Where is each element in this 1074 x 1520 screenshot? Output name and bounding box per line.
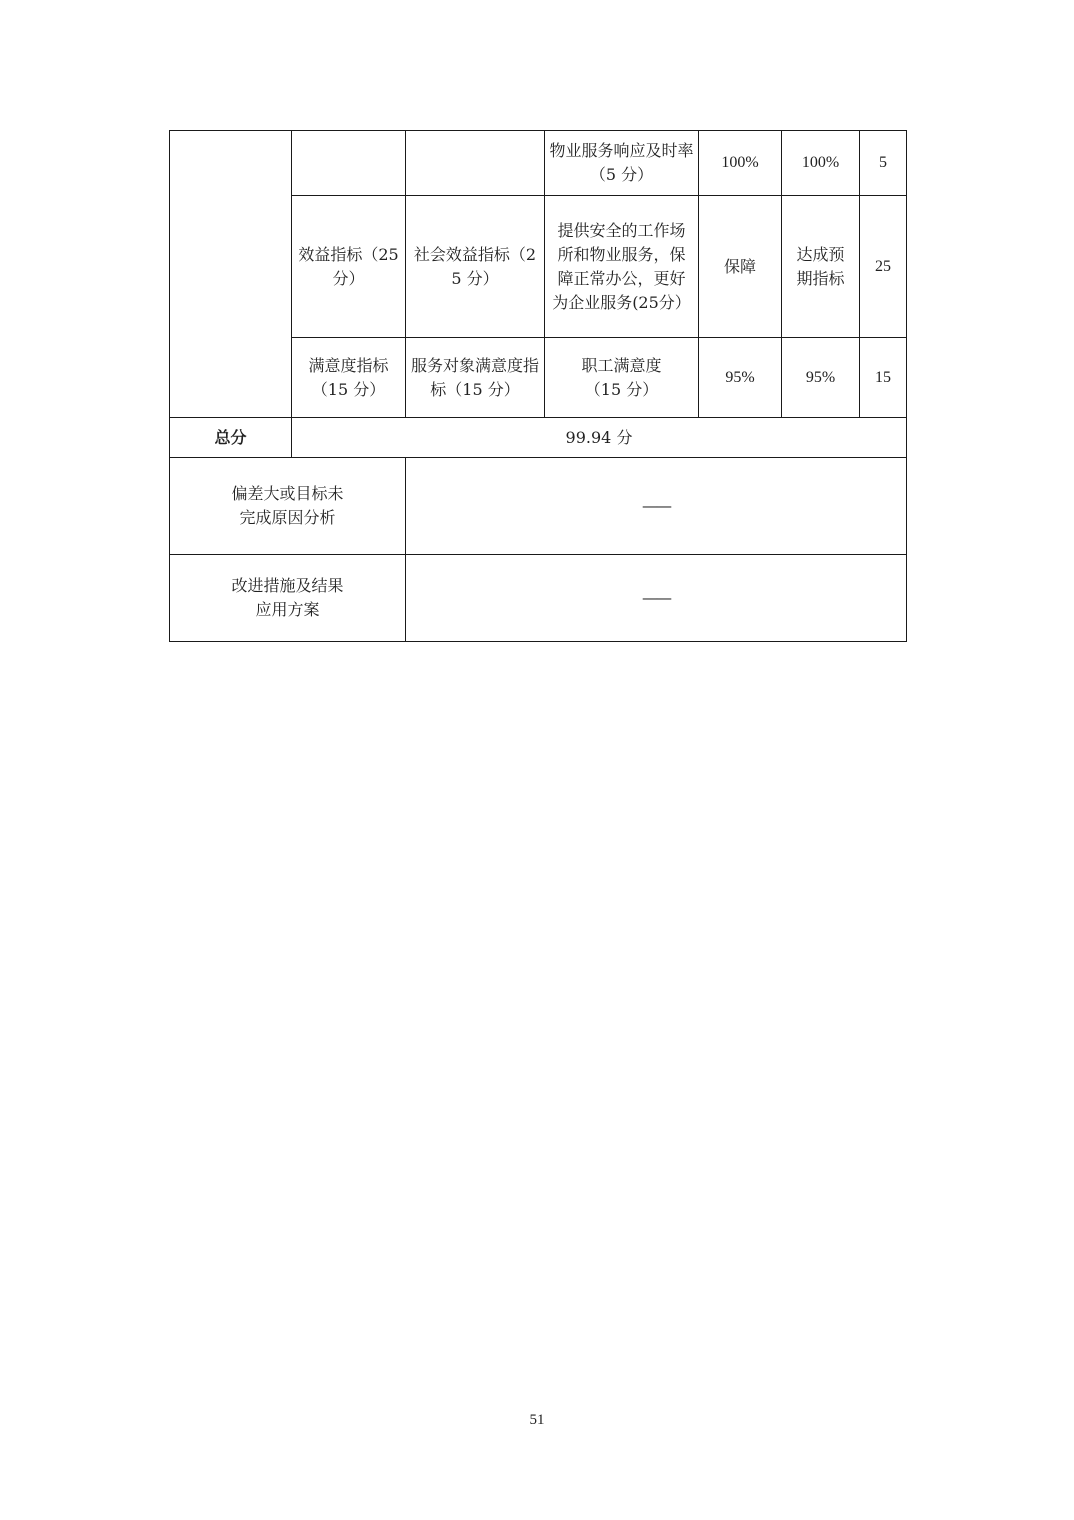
improvement-value: —— xyxy=(406,555,907,642)
improvement-row xyxy=(170,555,907,642)
actual-value-cell: 达成预期指标 xyxy=(782,196,860,338)
table-row xyxy=(170,131,907,196)
score-cell: 5 xyxy=(860,131,907,196)
performance-table xyxy=(169,130,907,642)
indicator3-cell: 提供安全的工作场所和物业服务，保障正常办公，更好为企业服务(25分） xyxy=(545,196,699,338)
indicator3-cell: 物业服务响应及时率（5 分） xyxy=(545,131,699,196)
total-value: 99.94 分 xyxy=(292,418,907,458)
total-row xyxy=(170,418,907,458)
deviation-label: 偏差大或目标未完成原因分析 xyxy=(170,458,406,555)
empty-cell xyxy=(406,131,545,196)
empty-cell xyxy=(292,131,406,196)
annual-target-cell: 保障 xyxy=(699,196,782,338)
indicator2-cell: 服务对象满意度指标（15 分） xyxy=(406,338,545,418)
score-cell: 25 xyxy=(860,196,907,338)
score-cell: 15 xyxy=(860,338,907,418)
page-number: 51 xyxy=(529,1412,545,1428)
indicator1-cell: 满意度指标（15 分） xyxy=(292,338,406,418)
indicator1-cell: 效益指标（25 分） xyxy=(292,196,406,338)
actual-value-cell: 95% xyxy=(782,338,860,418)
indicator3-cell: 职工满意度（15 分） xyxy=(545,338,699,418)
annual-target-cell: 95% xyxy=(699,338,782,418)
indicator2-cell: 社会效益指标（25 分） xyxy=(406,196,545,338)
improvement-label: 改进措施及结果应用方案 xyxy=(170,555,406,642)
deviation-value: —— xyxy=(406,458,907,555)
empty-category-cell xyxy=(170,131,292,418)
annual-target-cell: 100% xyxy=(699,131,782,196)
deviation-row xyxy=(170,458,907,555)
actual-value-cell: 100% xyxy=(782,131,860,196)
total-label: 总分 xyxy=(170,418,292,458)
